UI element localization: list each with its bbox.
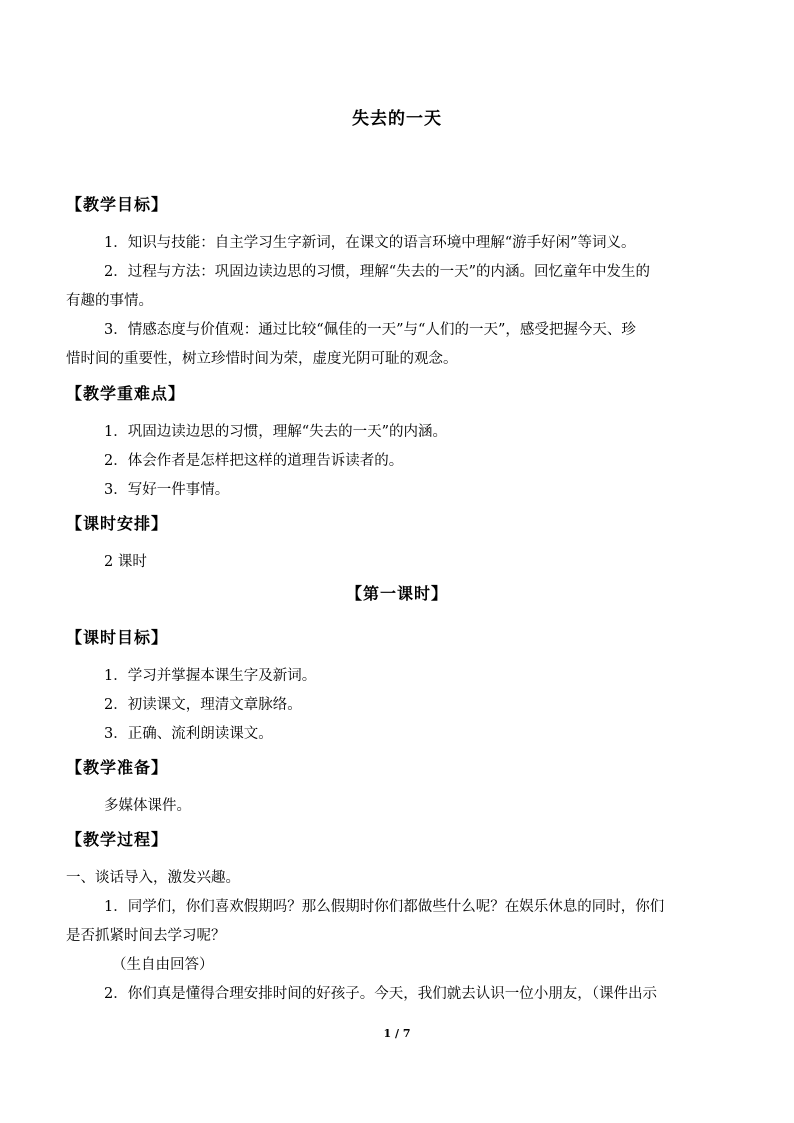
paragraph-line: 3．正确、流利朗读课文。 (104, 726, 273, 742)
paragraph-line: 3．写好一件事情。 (104, 482, 230, 498)
paragraph-line: 1．知识与技能：自主学习生字新词，在课文的语言环境中理解“游手好闲”等词义。 (104, 235, 636, 251)
paragraph-line: 1．巩固边读边思的习惯，理解“失去的一天”的内涵。 (104, 424, 448, 440)
heading-schedule: 【课时安排】 (66, 514, 169, 533)
heading-lesson-one: 【第一课时】 (345, 584, 448, 603)
page-number: 1 / 7 (383, 1027, 411, 1040)
paragraph-line: 3．情感态度与价值观：通过比较“佩佳的一天”与“人们的一天”，感受把握今天、珍 (104, 322, 636, 338)
paragraph-line: 2．体会作者是怎样把这样的道理告诉读者的。 (104, 453, 404, 469)
heading-objectives: 【教学目标】 (66, 195, 169, 214)
heading-preparation: 【教学准备】 (66, 758, 169, 777)
paragraph-line: 1．学习并掌握本课生字及新词。 (104, 668, 317, 684)
paragraph-line: 惜时间的重要性，树立珍惜时间为荣，虚度光阴可耻的观念。 (66, 351, 458, 367)
paragraph-line: 1．同学们，你们喜欢假期吗？那么假期时你们都做些什么呢？在娱乐休息的同时，你们 (104, 899, 665, 915)
paragraph-line: 是否抓紧时间去学习呢？ (66, 928, 226, 944)
paragraph-line: 2．初读课文，理清文章脉络。 (104, 697, 302, 713)
paragraph-line: 有趣的事情。 (66, 293, 153, 309)
heading-process: 【教学过程】 (66, 830, 169, 849)
document-title: 失去的一天 (352, 109, 442, 129)
paragraph-line: 2 课时 (104, 554, 147, 570)
paragraph-line: 2．你们真是懂得合理安排时间的好孩子。今天，我们就去认识一位小朋友，（课件出示 (104, 986, 657, 1002)
heading-lesson-goals: 【课时目标】 (66, 628, 169, 647)
paragraph-line: 多媒体课件。 (104, 798, 191, 814)
paragraph-line: 一、谈话导入，激发兴趣。 (66, 870, 240, 886)
paragraph-line: 2．过程与方法：巩固边读边思的习惯，理解“失去的一天”的内涵。回忆童年中发生的 (104, 264, 651, 280)
heading-key-points: 【教学重难点】 (66, 384, 186, 403)
paragraph-line: （生自由回答） (112, 957, 214, 973)
